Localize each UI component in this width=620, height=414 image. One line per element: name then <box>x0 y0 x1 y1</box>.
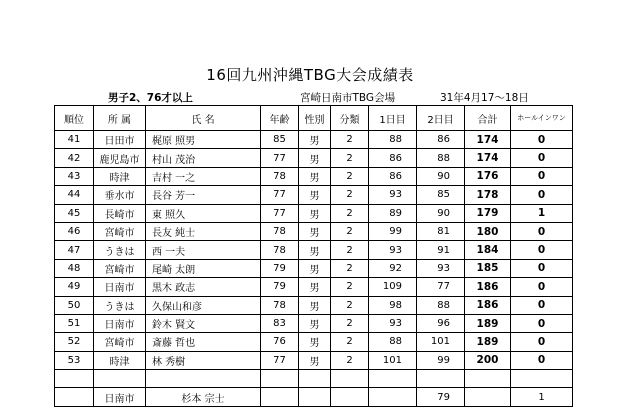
cell-day2: 91 <box>417 241 465 259</box>
cell-class: 2 <box>331 333 369 351</box>
cell-sex: 男 <box>299 222 331 240</box>
extra-affiliation: 日南市 <box>94 388 146 406</box>
cell-sex: 男 <box>299 296 331 314</box>
cell-total: 185 <box>465 259 511 277</box>
cell-rank: 43 <box>55 167 94 185</box>
cell-day1: 93 <box>369 314 417 332</box>
cell-rank: 46 <box>55 222 94 240</box>
cell-total: 189 <box>465 314 511 332</box>
table-row <box>55 278 573 296</box>
cell-affiliation: 日田市 <box>94 131 146 149</box>
cell-day2: 93 <box>417 259 465 277</box>
cell-age: 78 <box>261 241 299 259</box>
cell-affiliation: 宮崎市 <box>94 333 146 351</box>
cell-hole-in-one: 0 <box>511 351 573 369</box>
cell-hole-in-one: 0 <box>511 149 573 167</box>
cell-sex: 男 <box>299 167 331 185</box>
header-rank: 順位 <box>55 106 94 131</box>
cell-day1: 86 <box>369 167 417 185</box>
table-row <box>55 167 573 185</box>
cell-sex: 男 <box>299 149 331 167</box>
cell-class: 2 <box>331 131 369 149</box>
cell-day1: 88 <box>369 131 417 149</box>
header-row <box>55 106 573 131</box>
cell-hole-in-one: 0 <box>511 241 573 259</box>
cell-class: 2 <box>331 222 369 240</box>
cell-name: 尾崎 太朗 <box>146 259 261 277</box>
cell-sex: 男 <box>299 131 331 149</box>
cell-affiliation: 時津 <box>94 351 146 369</box>
cell-affiliation: 垂水市 <box>94 186 146 204</box>
cell-rank: 44 <box>55 186 94 204</box>
cell-day1: 98 <box>369 296 417 314</box>
page-title: 16回九州沖縄TBG大会成績表 <box>206 66 414 84</box>
cell-day1: 99 <box>369 222 417 240</box>
cell-day2: 86 <box>417 131 465 149</box>
cell-name: 斎藤 哲也 <box>146 333 261 351</box>
cell-name: 村山 茂治 <box>146 149 261 167</box>
table-row <box>55 222 573 240</box>
cell-hole-in-one: 0 <box>511 333 573 351</box>
cell-total: 186 <box>465 296 511 314</box>
cell-class: 2 <box>331 278 369 296</box>
cell-day1: 86 <box>369 149 417 167</box>
cell-day2: 101 <box>417 333 465 351</box>
cell-age: 76 <box>261 333 299 351</box>
cell-total: 186 <box>465 278 511 296</box>
cell-affiliation: うきは <box>94 296 146 314</box>
cell-total: 189 <box>465 333 511 351</box>
cell-affiliation: うきは <box>94 241 146 259</box>
cell-hole-in-one: 0 <box>511 131 573 149</box>
date-label: 31年4月17〜18日 <box>440 92 529 104</box>
cell-rank: 41 <box>55 131 94 149</box>
cell-affiliation: 日南市 <box>94 314 146 332</box>
cell-rank: 45 <box>55 204 94 222</box>
header-hole-in-one: ホールインワン <box>511 106 573 131</box>
cell-age: 77 <box>261 204 299 222</box>
cell-hole-in-one: 0 <box>511 314 573 332</box>
category-label: 男子2、76才以上 <box>108 92 193 104</box>
header-class: 分類 <box>331 106 369 131</box>
header-total: 合計 <box>465 106 511 131</box>
cell-day2: 77 <box>417 278 465 296</box>
cell-rank: 50 <box>55 296 94 314</box>
cell-affiliation: 時津 <box>94 167 146 185</box>
cell-day1: 89 <box>369 204 417 222</box>
results-body <box>55 131 573 370</box>
cell-class: 2 <box>331 149 369 167</box>
cell-name: 東 照久 <box>146 204 261 222</box>
cell-rank: 47 <box>55 241 94 259</box>
cell-sex: 男 <box>299 259 331 277</box>
cell-sex: 男 <box>299 351 331 369</box>
cell-name: 梶原 照男 <box>146 131 261 149</box>
cell-affiliation: 宮崎市 <box>94 222 146 240</box>
cell-age: 85 <box>261 131 299 149</box>
table-row <box>55 204 573 222</box>
cell-day1: 93 <box>369 186 417 204</box>
cell-affiliation: 日南市 <box>94 278 146 296</box>
cell-day1: 92 <box>369 259 417 277</box>
cell-hole-in-one: 0 <box>511 222 573 240</box>
cell-hole-in-one: 0 <box>511 278 573 296</box>
cell-sex: 男 <box>299 314 331 332</box>
header-age: 年齢 <box>261 106 299 131</box>
cell-name: 黒木 政志 <box>146 278 261 296</box>
cell-age: 83 <box>261 314 299 332</box>
cell-day2: 88 <box>417 149 465 167</box>
cell-affiliation: 宮崎市 <box>94 259 146 277</box>
cell-day2: 96 <box>417 314 465 332</box>
cell-total: 174 <box>465 149 511 167</box>
cell-name: 久保山和彦 <box>146 296 261 314</box>
cell-class: 2 <box>331 351 369 369</box>
table-row <box>55 131 573 149</box>
cell-total: 184 <box>465 241 511 259</box>
cell-rank: 49 <box>55 278 94 296</box>
cell-total: 179 <box>465 204 511 222</box>
cell-name: 長谷 芳一 <box>146 186 261 204</box>
cell-total: 200 <box>465 351 511 369</box>
cell-name: 西 一夫 <box>146 241 261 259</box>
cell-rank: 48 <box>55 259 94 277</box>
cell-age: 79 <box>261 278 299 296</box>
cell-day1: 93 <box>369 241 417 259</box>
cell-total: 174 <box>465 131 511 149</box>
header-sex: 性別 <box>299 106 331 131</box>
cell-class: 2 <box>331 296 369 314</box>
cell-rank: 51 <box>55 314 94 332</box>
header-name: 氏 名 <box>146 106 261 131</box>
cell-total: 180 <box>465 222 511 240</box>
cell-total: 178 <box>465 186 511 204</box>
cell-hole-in-one: 1 <box>511 204 573 222</box>
venue-label: 宮崎日南市TBG会場 <box>300 92 396 104</box>
cell-name: 林 秀樹 <box>146 351 261 369</box>
cell-sex: 男 <box>299 204 331 222</box>
cell-hole-in-one: 0 <box>511 296 573 314</box>
cell-sex: 男 <box>299 278 331 296</box>
cell-class: 2 <box>331 259 369 277</box>
cell-rank: 42 <box>55 149 94 167</box>
header-day2: 2日目 <box>417 106 465 131</box>
cell-day2: 90 <box>417 167 465 185</box>
table-row <box>55 149 573 167</box>
cell-sex: 男 <box>299 241 331 259</box>
blank-row <box>55 370 573 388</box>
cell-sex: 男 <box>299 186 331 204</box>
extra-name: 杉本 宗士 <box>146 388 261 406</box>
cell-class: 2 <box>331 204 369 222</box>
cell-name: 鈴木 賢文 <box>146 314 261 332</box>
cell-age: 79 <box>261 259 299 277</box>
extra-hole-in-one: 1 <box>511 388 573 406</box>
cell-hole-in-one: 0 <box>511 167 573 185</box>
cell-day1: 88 <box>369 333 417 351</box>
cell-name: 長友 純士 <box>146 222 261 240</box>
table-row <box>55 351 573 369</box>
table-row <box>55 296 573 314</box>
header-day1: 1日目 <box>369 106 417 131</box>
cell-day2: 99 <box>417 351 465 369</box>
cell-day2: 88 <box>417 296 465 314</box>
cell-rank: 53 <box>55 351 94 369</box>
cell-rank: 52 <box>55 333 94 351</box>
cell-hole-in-one: 0 <box>511 259 573 277</box>
cell-affiliation: 長崎市 <box>94 204 146 222</box>
header-affiliation: 所 属 <box>94 106 146 131</box>
results-table <box>54 105 573 407</box>
cell-class: 2 <box>331 241 369 259</box>
table-row <box>55 241 573 259</box>
cell-day2: 85 <box>417 186 465 204</box>
cell-age: 77 <box>261 351 299 369</box>
cell-age: 77 <box>261 149 299 167</box>
cell-age: 77 <box>261 186 299 204</box>
cell-hole-in-one: 0 <box>511 186 573 204</box>
cell-class: 2 <box>331 314 369 332</box>
cell-day1: 101 <box>369 351 417 369</box>
extra-row <box>55 388 573 406</box>
cell-age: 78 <box>261 222 299 240</box>
cell-age: 78 <box>261 296 299 314</box>
extra-day2: 79 <box>417 388 465 406</box>
cell-age: 78 <box>261 167 299 185</box>
cell-class: 2 <box>331 167 369 185</box>
table-row <box>55 314 573 332</box>
cell-sex: 男 <box>299 333 331 351</box>
cell-affiliation: 鹿児島市 <box>94 149 146 167</box>
table-row <box>55 333 573 351</box>
cell-total: 176 <box>465 167 511 185</box>
table-row <box>55 259 573 277</box>
cell-class: 2 <box>331 186 369 204</box>
cell-day1: 109 <box>369 278 417 296</box>
cell-day2: 90 <box>417 204 465 222</box>
cell-name: 吉村 一之 <box>146 167 261 185</box>
cell-day2: 81 <box>417 222 465 240</box>
table-row <box>55 186 573 204</box>
